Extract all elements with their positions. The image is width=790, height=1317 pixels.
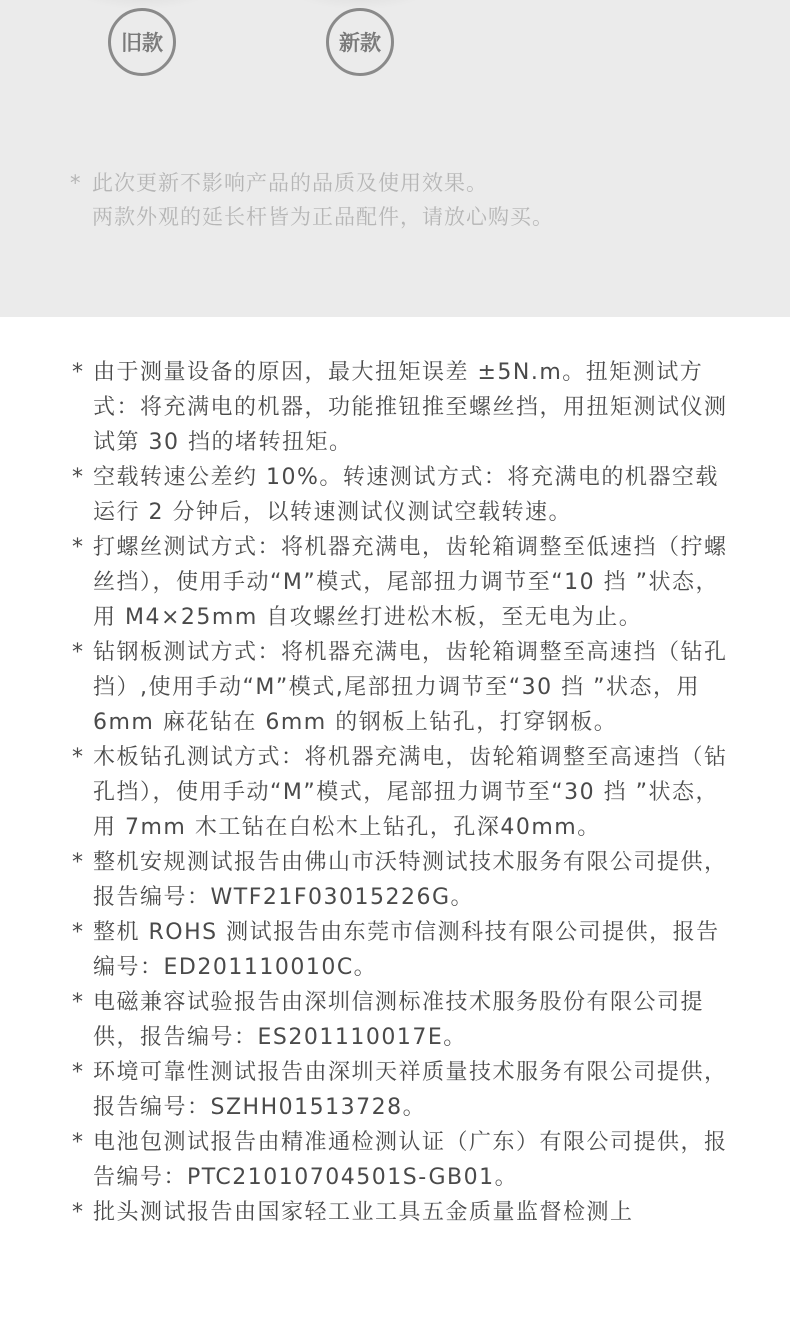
- note-text: 批头测试报告由国家轻工业工具五金质量监督检测上: [93, 1200, 634, 1225]
- test-note-bit-report: [72, 1195, 732, 1230]
- update-note-line-2: 两款外观的延长杆皆为正品配件，请放心购买。: [92, 205, 554, 229]
- test-note-battery-report: [72, 1125, 732, 1195]
- note-bullet: *: [72, 1200, 85, 1225]
- note-bullet: *: [72, 1130, 85, 1155]
- test-note-wood-drill: [72, 740, 732, 845]
- note-bullet: *: [72, 640, 85, 665]
- note-bullet: *: [70, 171, 82, 195]
- note-bullet: *: [72, 465, 85, 490]
- note-text: 由于测量设备的原因，最大扭矩误差 ±5N.m。扭矩测试方式：将充满电的机器，功能推钮推至螺丝挡，用扭矩测试仪测试第 30 挡的堵转扭矩。: [93, 360, 728, 455]
- note-text: 木板钻孔测试方式：将机器充满电，齿轮箱调整至高速挡（钻孔挡），使用手动“M”模式，尾部扭力调节至“30 挡 ”状态，用 7mm 木工钻在白松木上钻孔，孔深40mm。: [93, 745, 728, 840]
- update-note-line-1: 此次更新不影响产品的品质及使用效果。: [92, 171, 488, 195]
- test-note-torque: [72, 355, 732, 460]
- note-bullet: *: [72, 745, 85, 770]
- test-note-safety-report: [72, 845, 732, 915]
- note-text: 整机 ROHS 测试报告由东莞市信测科技有限公司提供，报告编号：ED201110010C。: [93, 920, 720, 980]
- note-text: 钻钢板测试方式：将机器充满电，齿轮箱调整至高速挡（钻孔挡）,使用手动“M”模式,尾部扭力调节至“30 挡 ”状态，用 6mm 麻花钻在 6mm 的钢板上钻孔，打穿钢板。: [93, 640, 728, 735]
- note-text: 打螺丝测试方式：将机器充满电，齿轮箱调整至低速挡（拧螺丝挡），使用手动“M”模式，尾部扭力调节至“10 挡 ”状态，用 M4×25mm 自攻螺丝打进松木板，至无电为止。: [93, 535, 728, 630]
- test-note-rohs-report: [72, 915, 732, 985]
- note-bullet: *: [72, 535, 85, 560]
- version-update-note: [70, 166, 750, 234]
- note-bullet: *: [72, 850, 85, 875]
- note-text: 空载转速公差约 10%。转速测试方式：将充满电的机器空载运行 2 分钟后，以转速测试仪测试空载转速。: [93, 465, 719, 525]
- test-note-reliability-report: [72, 1055, 732, 1125]
- note-text: 整机安规测试报告由佛山市沃特测试技术服务有限公司提供，报告编号：WTF21F03015226G。: [93, 850, 728, 910]
- test-notes-list: [72, 355, 732, 1230]
- note-bullet: *: [72, 1060, 85, 1085]
- note-bullet: *: [72, 360, 85, 385]
- test-note-screw: [72, 530, 732, 635]
- test-note-emc-report: [72, 985, 732, 1055]
- test-note-steel-drill: [72, 635, 732, 740]
- note-bullet: *: [72, 920, 85, 945]
- note-bullet: *: [72, 990, 85, 1015]
- old-version-badge: 旧款: [108, 8, 176, 76]
- note-text: 电池包测试报告由精准通检测认证（广东）有限公司提供，报告编号：PTC21010704501S-GB01。: [93, 1130, 728, 1190]
- new-version-badge: 新款: [326, 8, 394, 76]
- note-text: 环境可靠性测试报告由深圳天祥质量技术服务有限公司提供，报告编号：SZHH01513728。: [93, 1060, 728, 1120]
- note-text: 电磁兼容试验报告由深圳信测标准技术服务股份有限公司提供，报告编号：ES201110017E。: [93, 990, 705, 1050]
- version-comparison-panel: [0, 0, 790, 317]
- test-note-speed: [72, 460, 732, 530]
